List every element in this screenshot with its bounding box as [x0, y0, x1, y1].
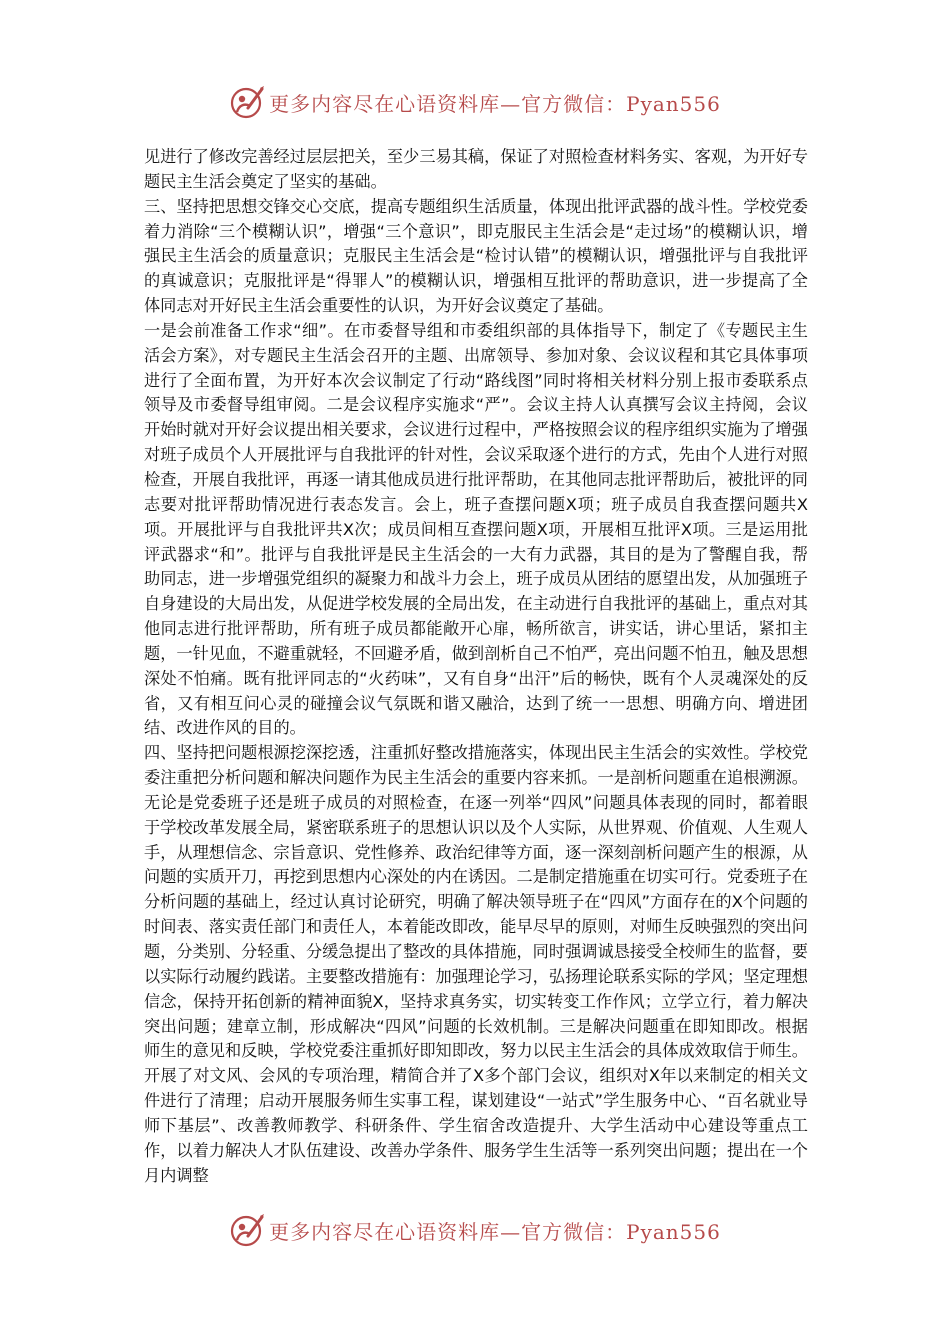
stylized-person-with-pen-logo-icon: [229, 84, 265, 120]
paragraph: 三、坚持把思想交锋交心交底，提高专题组织生活质量，体现出批评武器的战斗性。学校党委着力消除“三个模糊认识”，增强“三个意识”，即克服民主生活会是“走过场”的模糊认识，增强民主生活会的质量意识；克服民主生活会是“检讨认错”的模糊认识，增强批评与自我批评的真诚意识；克服批评是“得罪人”的模糊认识，增强相互批评的帮助意识，进一步提高了全体同志对开好民主生活会重要性的认识，为开好会议奠定了基础。: [144, 196, 808, 316]
header-banner-text: 更多内容尽在心语资料库—官方微信：Pyan556: [269, 91, 721, 116]
paragraph: 一是会前准备工作求“细”。在市委督导组和市委组织部的具体指导下，制定了《专题民主生活会方案》，对专题民主生活会召开的主题、出席领导、参加对象、会议议程和其它具体事项进行了全面布置，为开好本次会议制定了行动“路线图”同时将相关材料分别上报市委联系点领导及市委督导组审阅。二是会议程序实施求“严”。会议主持人认真撰写会议主持阅，会议开始时就对开好会议提出相关要求，会议进行过程中，严格按照会议的程序组织实施为了增强对班子成员个人开展批评与自我批评的针对性，会议采取逐个进行的方式，先由个人进行对照检查，开展自我批评，再逐一请其他成员进行批评帮助，在其他同志批评帮助后，被批评的同志要对批评帮助情况进行表态发言。会上，班子查摆问题X项；班子成员自我查摆问题共X项。开展批评与自我批评共X次；成员间相互查摆问题X项，开展相互批评X项。三是运用批评武器求“和”。批评与自我批评是民主生活会的一大有力武器，其目的是为了警醒自我，帮助同志，进一步增强党组织的凝聚力和战斗力会上，班子成员从团结的愿望出发，从加强班子自身建设的大局出发，从促进学校发展的全局出发，在主动进行自我批评的基础上，重点对其他同志进行批评帮助，所有班子成员都能敞开心扉，畅所欲言，讲实话，讲心里话，紧扣主题，一针见血，不避重就轻，不回避矛盾，做到剖析自己不怕严，亮出问题不怕丑，触及思想深处不怕痛。既有批评同志的“火药味”，又有自身“出汗”后的畅快，既有个人灵魂深处的反省，又有相互问心灵的碰撞会议气氛既和谐又融洽，达到了统一一思想、明确方向、增进团结、改进作风的目的。: [144, 320, 808, 738]
footer-banner: [0, 1210, 950, 1250]
paragraph: 四、坚持把问题根源挖深挖透，注重抓好整改措施落实，体现出民主生活会的实效性。学校党委注重把分析问题和解决问题作为民主生活会的重要内容来抓。一是剖析问题重在追根溯源。无论是党委班子还是班子成员的对照检查，在逐一列举“四风”问题具体表现的同时，都着眼于学校改革发展全局，紧密联系班子的思想认识以及个人实际，从世界观、价值观、人生观人手，从理想信念、宗旨意识、党性修养、政治纪律等方面，逐一深刻剖析问题产生的根源，从问题的实质开刀，再挖到思想内心深处的内在诱因。二是制定措施重在切实可行。党委班子在分析问题的基础上，经过认真讨论研究，明确了解决领导班子在“四风”方面存在的X个问题的时间表、落实责任部门和责任人，本着能改即改，能早尽早的原则，对师生反映强烈的突出问题，分类别、分轻重、分缓急提出了整改的具体措施，同时强调诚恳接受全校师生的监督，要以实际行动履约践诺。主要整改措施有：加强理论学习，弘扬理论联系实际的学风；坚定理想信念，保持开拓创新的精神面貌X，坚持求真务实，切实转变工作作风；立学立行，着力解决突出问题；建章立制，形成解决“四风”问题的长效机制。三是解决问题重在即知即改。根据师生的意见和反映，学校党委注重抓好即知即改，努力以民主生活会的具体成效取信于师生。开展了对文风、会风的专项治理，精简合并了X多个部门会议，组织对X年以来制定的相关文件进行了清理；启动开展服务师生实事工程，谋划建设“一站式”学生服务中心、“百名就业导师下基层”、改善教师教学、科研条件、学生宿舍改造提升、大学生活动中心建设等重点工作，以着力解决人才队伍建设、改善办学条件、服务学生生活等一系列突出问题；提出在一个月内调整: [144, 743, 808, 1185]
stylized-person-with-pen-logo-icon: [229, 1212, 265, 1248]
header-banner: [0, 82, 950, 122]
document-body: [144, 145, 808, 1188]
footer-banner-text: 更多内容尽在心语资料库—官方微信：Pyan556: [269, 1219, 721, 1244]
paragraph: 见进行了修改完善经过层层把关，至少三易其稿，保证了对照检查材料务实、客观，为开好专题民主生活会奠定了坚实的基础。: [144, 147, 808, 191]
